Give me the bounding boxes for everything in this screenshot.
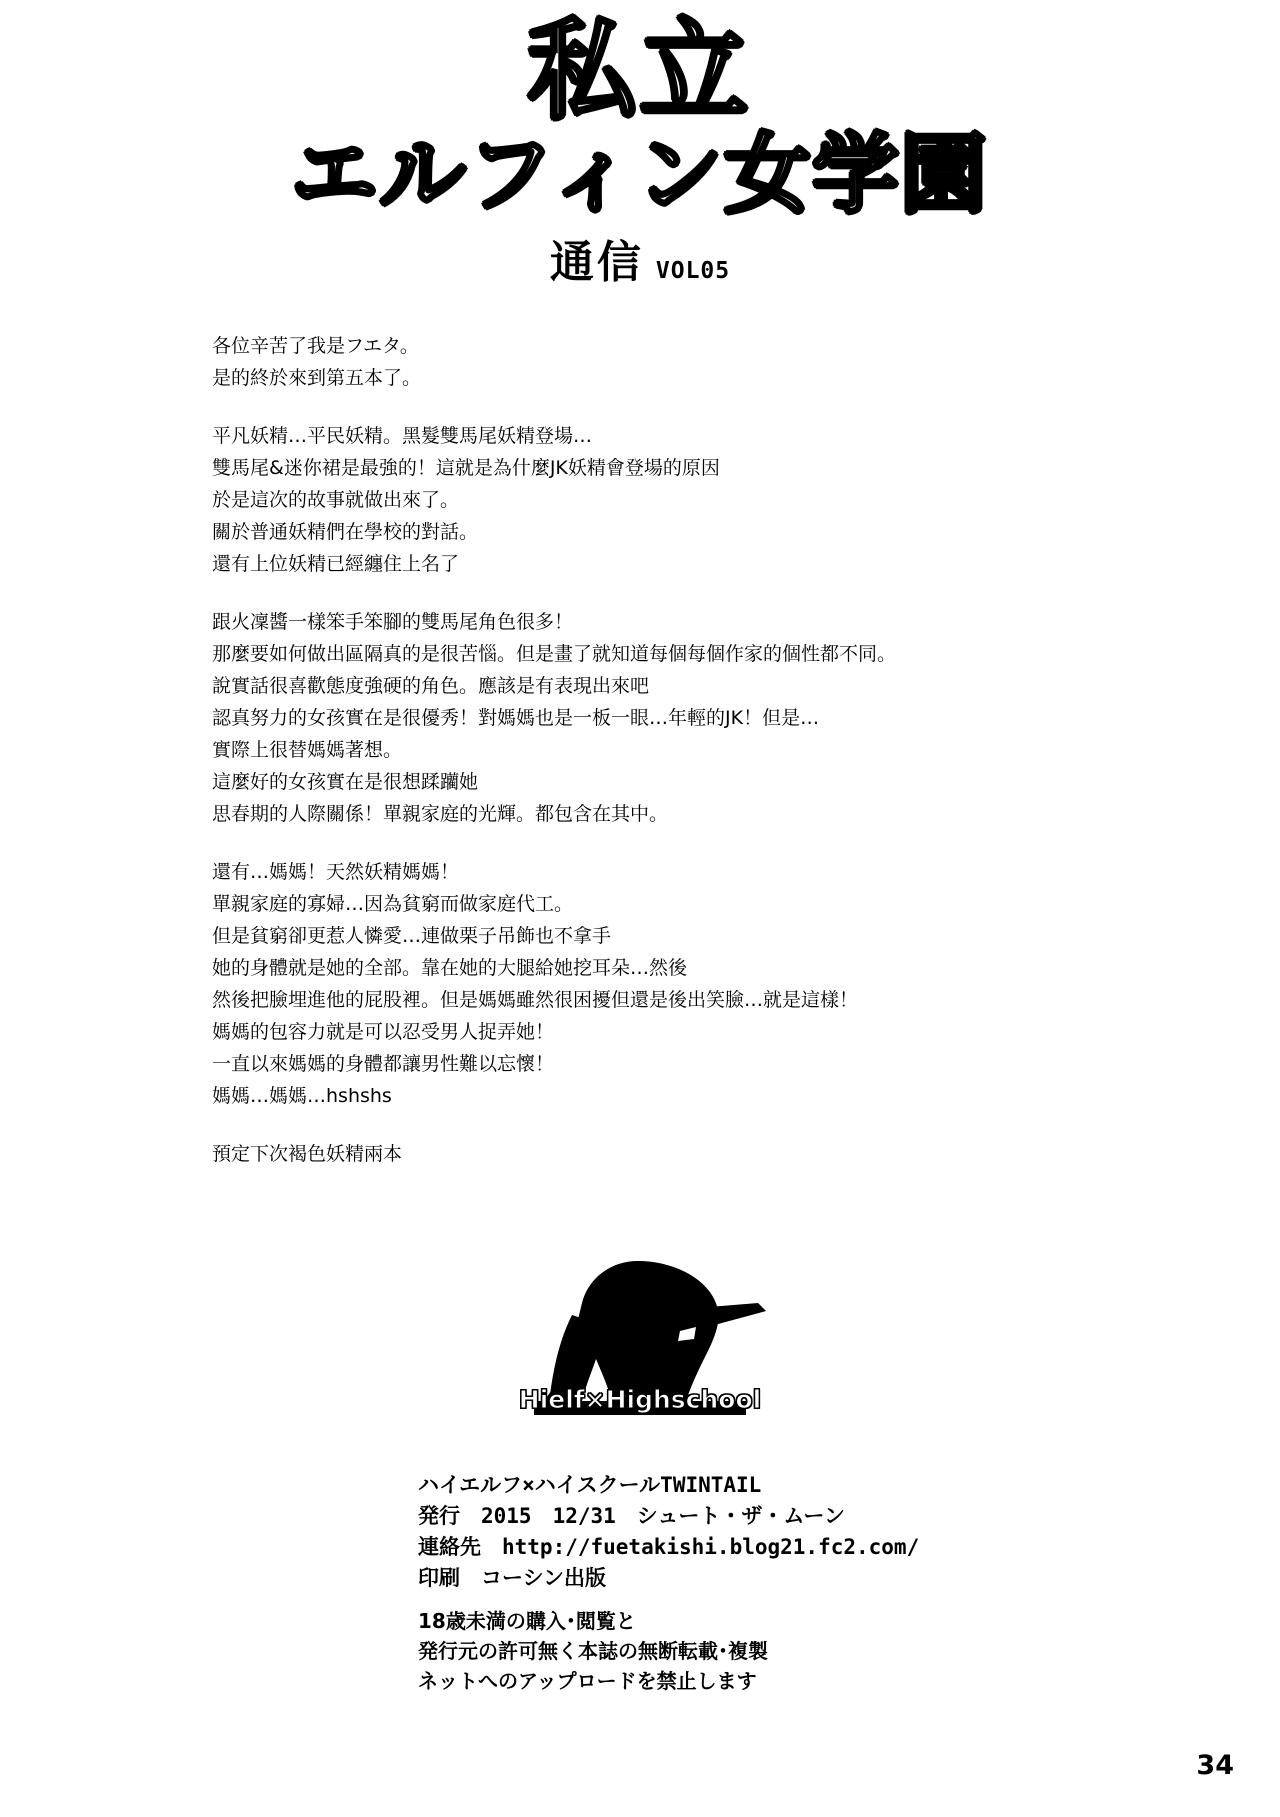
paragraph [212, 1138, 1112, 1170]
notice-line: 発行元の許可無く本誌の無断転載･複製 [418, 1639, 768, 1663]
text-line: 單親家庭的寡婦…因為貧窮而做家庭代工。 [212, 893, 574, 915]
colophon-title: ハイエルフ×ハイスクールTWINTAIL [418, 1473, 762, 1497]
afterword-body [212, 330, 1112, 1170]
text-line: 這麼好的女孩實在是很想蹂躪她 [212, 771, 479, 793]
title-subtitle: 通信 [549, 237, 644, 289]
text-line: 說實話很喜歡態度強硬的角色。應該是有表現出來吧 [212, 675, 650, 697]
text-line: 預定下次褐色妖精兩本 [212, 1143, 403, 1165]
paragraph [212, 856, 1112, 1112]
text-line: 跟火凜醬一樣笨手笨腳的雙馬尾角色很多！ [212, 611, 574, 633]
colophon-publish: 発行 2015 12/31 シュート・ザ・ムーン [418, 1504, 845, 1528]
text-line: 那麼要如何做出區隔真的是很苦惱。但是畫了就知道每個每個作家的個性都不同。 [212, 643, 897, 665]
legal-notice [418, 1606, 1038, 1696]
text-line: 媽媽的包容力就是可以忍受男人捉弄她！ [212, 1021, 555, 1043]
page-number: 34 [1196, 1750, 1234, 1781]
text-line: 她的身體就是她的全部。靠在她的大腿給她挖耳朵…然後 [212, 957, 688, 979]
colophon-block [418, 1470, 1038, 1594]
text-line: 於是這次的故事就做出來了。 [212, 489, 460, 511]
text-line: 平凡妖精…平民妖精。黑髮雙馬尾妖精登場… [212, 425, 593, 447]
circle-logo [0, 1255, 1280, 1420]
paragraph [212, 606, 1112, 830]
colophon-contact: 連絡先 http://fuetakishi.blog21.fc2.com/ [418, 1535, 920, 1559]
title-block [0, 9, 1280, 290]
text-line: 認真努力的女孩實在是很優秀！對媽媽也是一板一眼…年輕的JK！但是… [212, 707, 820, 729]
notice-line: 18歳未満の購入･閲覧と [418, 1609, 636, 1633]
text-line: 還有上位妖精已經纏住上名了 [212, 553, 460, 575]
paragraph [212, 330, 1112, 394]
title-line-2: エルフィン女学園 [291, 125, 989, 225]
text-line: 關於普通妖精們在學校的對話。 [212, 521, 479, 543]
text-line: 然後把臉埋進他的屁股裡。但是媽媽雖然很困擾但還是後出笑臉…就是這樣！ [212, 989, 859, 1011]
text-line: 雙馬尾&迷你裙是最強的！這就是為什麼JK妖精會登場的原因 [212, 457, 720, 479]
title-subtitle-row [0, 226, 1280, 290]
text-line: 思春期的人際關係！單親家庭的光輝。都包含在其中。 [212, 803, 669, 825]
title-line-1: 私立 [527, 9, 752, 134]
title-volume: VOL05 [655, 258, 731, 285]
text-line: 媽媽…媽媽…hshshs [212, 1085, 392, 1107]
paragraph [212, 420, 1112, 580]
circle-logo-text: Hielf×Highschool [518, 1385, 762, 1414]
text-line: 是的終於來到第五本了。 [212, 367, 422, 389]
text-line: 還有…媽媽！天然妖精媽媽！ [212, 861, 460, 883]
text-line: 各位辛苦了我是フエタ。 [212, 335, 419, 357]
notice-line: ネットへのアップロードを禁止します [418, 1669, 757, 1693]
text-line: 一直以來媽媽的身體都讓男性難以忘懷！ [212, 1053, 555, 1075]
text-line: 實際上很替媽媽著想。 [212, 739, 403, 761]
text-line: 但是貧窮卻更惹人憐愛…連做栗子吊飾也不拿手 [212, 925, 612, 947]
colophon-printer: 印刷 コーシン出版 [418, 1566, 607, 1590]
